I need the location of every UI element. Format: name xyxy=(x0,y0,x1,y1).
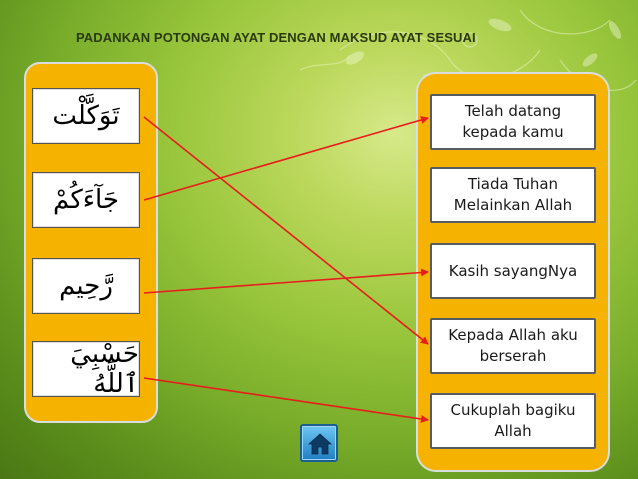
arabic-text: رَّحِيم xyxy=(59,271,113,301)
home-icon xyxy=(307,431,333,457)
meaning-card-4[interactable]: Kepada Allah aku berserah xyxy=(430,318,596,374)
arabic-card-3[interactable] xyxy=(32,258,140,314)
connector-1 xyxy=(144,117,428,344)
arabic-card-1[interactable] xyxy=(32,88,140,144)
home-button[interactable] xyxy=(300,424,338,462)
meaning-card-5[interactable]: Cukuplah bagiku Allah xyxy=(430,393,596,449)
connector-4 xyxy=(144,378,428,420)
connector-2 xyxy=(144,118,428,200)
arabic-text: حَسْبِيَ ٱللَّهُ xyxy=(70,339,139,399)
arabic-card-2[interactable] xyxy=(32,172,140,228)
arabic-text: تَوَكَّلْت xyxy=(52,101,120,131)
meaning-card-1[interactable]: Telah datang kepada kamu xyxy=(430,94,596,150)
slide-title: PADANKAN POTONGAN AYAT DENGAN MAKSUD AYAT SESUAI xyxy=(76,30,476,45)
arabic-text: جَآءَكُمْ xyxy=(53,185,119,215)
connector-3 xyxy=(144,272,428,293)
meaning-card-2[interactable]: Tiada Tuhan Melainkan Allah xyxy=(430,167,596,223)
arabic-card-4[interactable] xyxy=(32,341,140,397)
meaning-card-3[interactable]: Kasih sayangNya xyxy=(430,243,596,299)
